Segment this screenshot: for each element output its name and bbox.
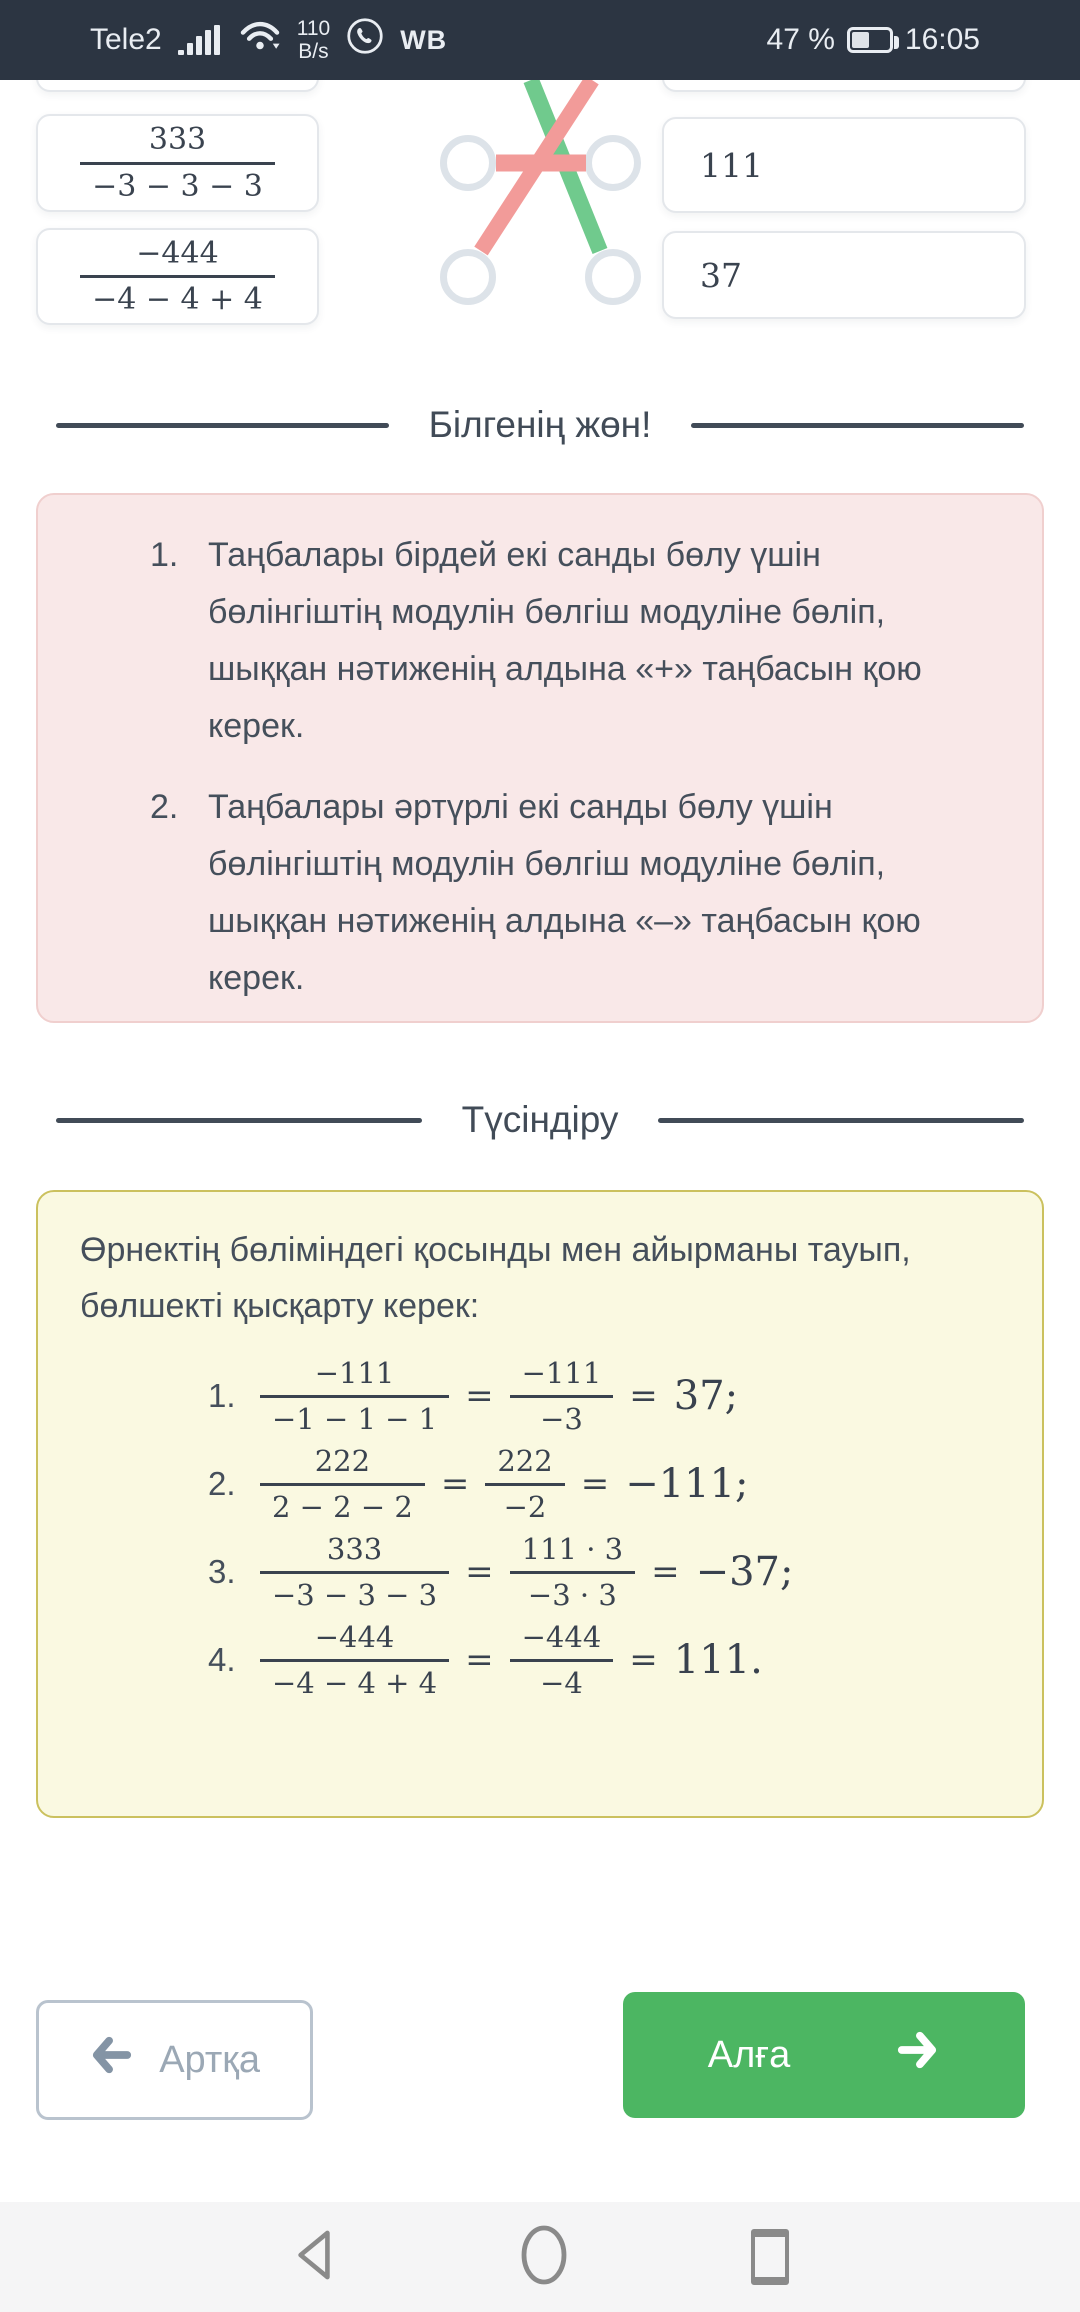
- fraction: [485, 1443, 564, 1525]
- heading-rule-right: [691, 423, 1024, 428]
- next-button[interactable]: [623, 1992, 1025, 2118]
- nav-home-icon[interactable]: [519, 2224, 569, 2291]
- fraction: [260, 1619, 449, 1701]
- back-button-label: Артқа: [159, 2038, 260, 2081]
- arrow-right-icon: [894, 2029, 940, 2081]
- equation-row: [80, 1352, 1002, 1440]
- carrier-label: Tele2: [90, 23, 162, 56]
- section-title: Білгенің жөн!: [428, 404, 652, 445]
- fraction-numerator: 222: [485, 1443, 564, 1485]
- fraction-denominator: −3 − 3 − 3: [92, 168, 263, 204]
- connector-circle[interactable]: [440, 249, 496, 305]
- heading-rule-left: [56, 1118, 422, 1123]
- fraction-numerator: 333: [260, 1531, 449, 1573]
- answer-card-partial[interactable]: [662, 80, 1026, 92]
- fraction-denominator: −3: [540, 1401, 583, 1436]
- fraction-numerator: 333: [80, 121, 275, 165]
- network-speed-unit: B/s: [298, 40, 329, 63]
- equals-sign: =: [651, 1552, 680, 1592]
- fraction: [510, 1355, 614, 1437]
- fraction-denominator: −3 − 3 − 3: [272, 1577, 438, 1612]
- equation-number: 1.: [208, 1377, 236, 1414]
- equation-number: 3.: [208, 1553, 236, 1590]
- rule-number: 2.: [150, 788, 179, 826]
- equals-sign: =: [580, 1464, 610, 1504]
- equation-result: −37;: [695, 1549, 794, 1595]
- equation-row: [80, 1528, 1002, 1616]
- answer-value: 111: [700, 145, 763, 185]
- status-bar-left: [90, 17, 463, 63]
- connector-circle[interactable]: [585, 135, 641, 191]
- next-button-label: Алға: [707, 2033, 791, 2076]
- clock: 16:05: [904, 23, 980, 56]
- connector-circle[interactable]: [440, 135, 496, 191]
- equals-sign: =: [465, 1640, 494, 1680]
- fraction: [510, 1531, 635, 1613]
- equation-result: 37;: [673, 1373, 739, 1419]
- fraction-numerator: −111: [260, 1355, 449, 1397]
- wrong-match-line: [481, 80, 592, 251]
- network-speed-indicator: [297, 17, 330, 63]
- explain-box: [36, 1190, 1044, 1818]
- equation-row: [80, 1440, 1002, 1528]
- fraction-card-partial[interactable]: [36, 80, 319, 92]
- equals-sign: =: [465, 1376, 494, 1416]
- back-button[interactable]: [36, 2000, 313, 2120]
- equation-row: [80, 1616, 1002, 1704]
- fraction-denominator: −4 − 4 + 4: [92, 282, 263, 317]
- equation-number: 2.: [208, 1465, 236, 1502]
- fraction-numerator: −444: [510, 1619, 614, 1661]
- wb-badge: WB: [400, 24, 448, 55]
- fraction-card[interactable]: [36, 114, 319, 212]
- wifi-icon: [239, 19, 281, 61]
- android-nav-bar: [0, 2202, 1080, 2312]
- heading-rule-right: [658, 1118, 1024, 1123]
- fraction: [260, 1443, 425, 1525]
- status-bar: [0, 0, 1080, 80]
- fraction: [260, 1531, 449, 1613]
- section-heading-know: [0, 400, 1080, 450]
- status-bar-right: [755, 23, 980, 57]
- fraction-numerator: −111: [510, 1355, 614, 1397]
- fraction-denominator: −4 − 4 + 4: [272, 1665, 438, 1700]
- rule-text: Таңбалары әртүрлі екі санды бөлу үшін бөлінгіштің модулін бөлгіш модуліне бөліп, шыққан нәтиженің алдына «–» таңбасын қою керек.: [208, 788, 921, 997]
- fraction: [260, 1355, 449, 1437]
- answer-card[interactable]: [662, 231, 1026, 319]
- explain-intro: Өрнектің бөліміндегі қосынды мен айырманы тауып, бөлшекті қысқарту керек:: [80, 1231, 911, 1325]
- nav-back-icon[interactable]: [291, 2228, 337, 2287]
- fraction-denominator: 2 − 2 − 2: [272, 1489, 413, 1524]
- fraction-denominator: −2: [503, 1489, 547, 1524]
- fraction-numerator: −444: [80, 235, 275, 279]
- equation-number: 4.: [208, 1641, 236, 1678]
- equation-result: 111.: [673, 1637, 763, 1683]
- fraction: [80, 121, 275, 205]
- equals-sign: =: [465, 1552, 494, 1592]
- equals-sign: =: [629, 1376, 658, 1416]
- fraction: [510, 1619, 614, 1701]
- rule-item: [150, 779, 922, 1007]
- answer-value: 37: [700, 255, 742, 295]
- heading-rule-left: [56, 423, 389, 428]
- battery-percent: 47 %: [766, 23, 835, 56]
- section-heading-explain: [0, 1095, 1080, 1145]
- fraction-numerator: −444: [260, 1619, 449, 1661]
- matching-exercise: [0, 80, 1080, 372]
- rule-text: Таңбалары бірдей екі санды бөлу үшін бөлінгіштің модулін бөлгіш модуліне бөліп, шыққан нәтиженің алдына «+» таңбасын қою керек.: [208, 536, 922, 745]
- answer-card[interactable]: [662, 117, 1026, 213]
- fraction-card[interactable]: [36, 228, 319, 325]
- battery-icon: [847, 27, 893, 53]
- whatsapp-icon: [346, 17, 384, 63]
- equals-sign: =: [629, 1640, 658, 1680]
- fraction-denominator: −1 − 1 − 1: [272, 1401, 438, 1436]
- fraction-denominator: −3 · 3: [527, 1577, 617, 1612]
- fraction-denominator: −4: [540, 1665, 583, 1700]
- equation-list: [80, 1352, 1002, 1704]
- arrow-left-icon: [89, 2034, 135, 2086]
- equals-sign: =: [440, 1464, 470, 1504]
- network-speed-value: 110: [296, 17, 331, 40]
- section-title: Түсіндіру: [461, 1099, 619, 1140]
- connector-circle[interactable]: [585, 249, 641, 305]
- fraction-numerator: 111 · 3: [510, 1531, 635, 1573]
- rule-number: 1.: [150, 536, 179, 574]
- fraction: [80, 235, 275, 319]
- nav-recents-icon[interactable]: [751, 2229, 789, 2285]
- know-box: [36, 493, 1044, 1023]
- signal-strength-icon: [178, 25, 223, 55]
- fraction-numerator: 222: [260, 1443, 425, 1485]
- rule-item: [150, 527, 922, 755]
- equation-result: −111;: [625, 1461, 749, 1507]
